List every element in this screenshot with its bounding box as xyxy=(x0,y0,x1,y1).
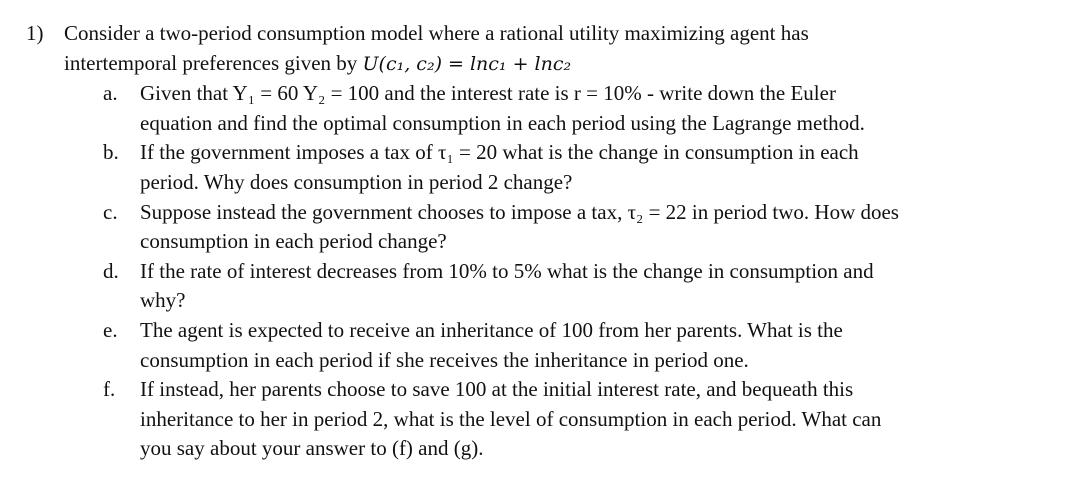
stem-line-1: Consider a two-period consumption model where a rational utility maximizing agent has xyxy=(64,21,809,45)
stem-line-2 xyxy=(64,49,1044,80)
question-block xyxy=(0,19,1065,464)
sub-question-line: why? xyxy=(140,288,186,313)
sub-question-line: period. Why does consumption in period 2 change? xyxy=(140,169,573,194)
sub-question-line: consumption in each period if she receives the inheritance in period one. xyxy=(140,347,749,372)
sub-question-marker: c. xyxy=(103,199,118,224)
sub-question-marker: e. xyxy=(103,317,118,342)
stem-line-2-text: intertemporal preferences given by xyxy=(64,50,363,75)
sub-question-line: If the government imposes a tax of τ₁ = 20 what is the change in consumption in each xyxy=(140,140,859,165)
sub-question-c xyxy=(103,198,1040,257)
sub-question-marker: b. xyxy=(103,140,119,165)
sub-question-marker: f. xyxy=(103,377,116,402)
sub-question-marker: d. xyxy=(103,258,119,283)
sub-question-e xyxy=(103,316,1040,375)
sub-question-line: The agent is expected to receive an inheritance of 100 from her parents. What is the xyxy=(140,317,843,342)
sub-question-line: If instead, her parents choose to save 100 at the initial interest rate, and bequeath this xyxy=(140,377,854,402)
sub-question-line: you say about your answer to (f) and (g). xyxy=(140,436,484,461)
utility-expression: U(c₁, c₂) = lnc₁ + lnc₂ xyxy=(362,52,572,75)
sub-question-d xyxy=(103,257,1040,316)
sub-question-line: If the rate of interest decreases from 10% to 5% what is the change in consumption and xyxy=(140,258,874,283)
question-stem xyxy=(64,19,1044,79)
sub-question-list xyxy=(0,79,1065,464)
sub-question-b xyxy=(103,138,1040,197)
sub-question-line: Given that Y₁ = 60 Y₂ = 100 and the interest rate is r = 10% - write down the Euler xyxy=(140,81,836,106)
sub-question-line: consumption in each period change? xyxy=(140,229,447,254)
question-number: 1) xyxy=(26,21,44,45)
sub-question-f xyxy=(103,375,1040,464)
sub-question-line: inheritance to her in period 2, what is the level of consumption in each period. What can xyxy=(140,406,882,431)
sub-question-line: Suppose instead the government chooses to impose a tax, τ₂ = 22 in period two. How does xyxy=(140,199,899,224)
sub-question-marker: a. xyxy=(103,81,118,106)
sub-question-line: equation and find the optimal consumption in each period using the Lagrange method. xyxy=(140,110,865,135)
sub-question-a xyxy=(103,79,1040,138)
